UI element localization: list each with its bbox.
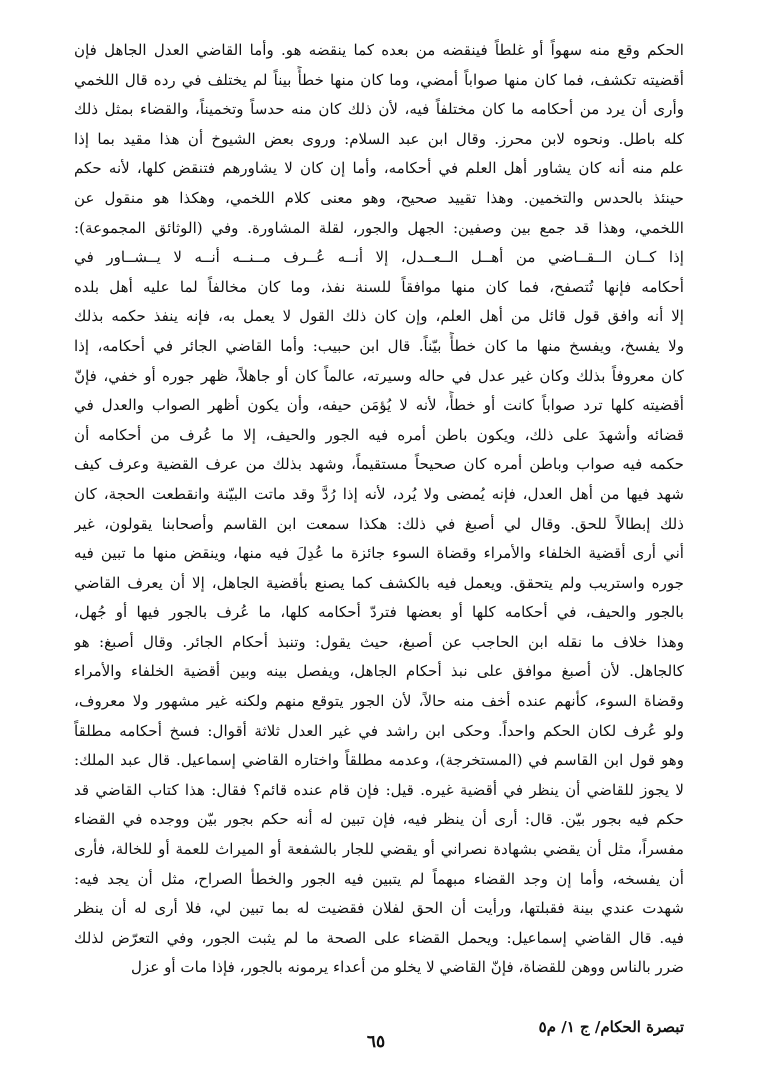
text-line: كالجاهل. لأن أصبغ موافق على نبذ أحكام الجاهل، ويفصل بينه وبين أقضية الخلفاء والأمراء bbox=[74, 662, 684, 681]
text-line: إلا أنه وافق قول قائل من أهل العلم، وإن كان ذلك القول لا يعمل به، فإنه ينفذ حكمه بذلك bbox=[74, 307, 684, 326]
page-footer bbox=[74, 1018, 684, 1058]
text-line: شهد فيها من أهل العدل، فإنه يُمضى ولا يُرد، لأنه إذا رُدَّ وقد ماتت البيّنة وانقطعت الحجة، كان bbox=[74, 484, 684, 503]
text-line: ذلك إبطالاً للحق. وقال لي أصبغ في ذلك: هكذا سمعت ابن القاسم وأصحابنا يقولون، غير bbox=[74, 514, 684, 533]
page-number: ٦٥ bbox=[366, 1032, 386, 1052]
text-line: بالجور والحيف، في أحكامه كلها أو بعضها فتردّ أحكامه كلها، ما عُرف بالجور فيها أو جُهل، bbox=[74, 603, 684, 622]
text-line: حينئذ بالحدس والتخمين. وهذا تقييد صحيح، وهو معنى كلام اللخمي، وهكذا هو منقول عن bbox=[74, 188, 684, 207]
text-line: قضائه وأشهدَ على ذلك، ويكون باطن أمره فيه الجور والحيف، إلا ما عُرف من أحكامه أن bbox=[74, 425, 684, 444]
text-line: ولو عُرف لكان الحكم واحداً. وحكى ابن راشد في غير العدل ثلاثة أقوال: فسخ أحكامه مطلقاً bbox=[74, 721, 684, 740]
text-line: أحكامه فإنها تُتصفح، فما كان منها موافقاً للسنة نفذ، وما كان مخالفاً لما عليه أهل بلده bbox=[74, 277, 684, 296]
text-line: مفسراً، مثل أن يقضي بشهادة نصراني أو يقضي للجار بالشفعة أو الميراث للعمة أو للخالة، فأرى bbox=[74, 840, 684, 859]
book-reference: تبصرة الحكام/ ج ١/ م٥ bbox=[538, 1018, 684, 1036]
text-line: علم منه أنه كان يشاور أهل العلم في أحكامه، وأما إن كان لا يشاورهم فتنقض كلها، لأنه حكم bbox=[74, 159, 684, 178]
text-line: ضرر بالناس ووهن للقضاة، فإنّ القاضي لا يخلو من أعداء يرمونه بالجور، فإذا مات أو عزل bbox=[131, 958, 684, 977]
body-text bbox=[74, 36, 684, 983]
text-line: أقضيته كلها ترد صواباً كانت أو خطأً، لأنه لا يُؤمَن حيفه، وأن يكون أظهر الصواب والعدل في bbox=[74, 396, 684, 415]
text-line: شهدت عندي بينة فقبلتها، ورأيت أن الحق لفلان فقضيت له بما تبين لي، فلا أرى له أن ينظر bbox=[74, 899, 684, 918]
text-line: وهو قول ابن القاسم في (المستخرجة)، وعدمه مطلقاً واختاره القاضي إسماعيل. قال عبد الملك: bbox=[74, 751, 684, 770]
text-line: إذا كــان الــقــاضي من أهــل الــعــدل، إلا أنــه عُــرف مــنــه أنــه لا يــشــاور في bbox=[74, 248, 684, 267]
text-line: كله باطل. ونحوه لابن محرز. وقال ابن عبد السلام: وروى بعض الشيوخ أن هذا مقيد بما إذا bbox=[74, 129, 684, 148]
text-line: وأرى أن يرد من أحكامه ما كان مختلفاً فيه، لأن ذلك كان منه حدساً وتخميناً، والقضاء بمثل ذلك bbox=[74, 100, 684, 119]
text-line: فيه. قال القاضي إسماعيل: ويحمل القضاء على الصحة ما لم يثبت الجور، وفي التعرّض لذلك bbox=[74, 928, 684, 947]
text-line: أني أرى أقضية الخلفاء والأمراء وقضاة السوء جائزة ما عُدِلَ فيه منها، وينقض منها ما تبين فيه bbox=[74, 544, 684, 563]
text-line: لا يجوز للقاضي أن ينظر في أقضية غيره. قيل: فإن قام عنده قائم؟ فقال: هذا كتاب القاضي قد bbox=[74, 780, 684, 799]
text-line: أقضيته تكشف، فما كان منها صواباً أمضي، وما كان منها خطأً بيناً لم يختلف في رده قال اللخمي bbox=[74, 70, 684, 89]
text-line: أن يفسخه، وأما إن وجد القضاء مبهماً لم يتبين فيه الجور والخطأ الصراح، مثل أن يجد فيه: bbox=[74, 869, 684, 888]
text-line: حكمه فيه صواب وباطن أمره كان صحيحاً مستقيماً، وشهد بذلك من عرف القضية وعرف كيف bbox=[74, 455, 684, 474]
text-line: الحكم وقع منه سهواً أو غلطاً فينقضه من بعده كما ينقضه هو. وأما القاضي العدل الجاهل فإن bbox=[74, 41, 684, 59]
text-line: جوره واستريب ولم يتحقق. ويعمل فيه بالكشف كما يصنع بأقضية الجاهل، إلا أن يعرف القاضي bbox=[74, 573, 684, 592]
text-line: وهذا خلاف ما نقله ابن الحاجب عن أصبغ، حيث يقول: وتنبذ أحكام الجائر. وقال أصبغ: هو bbox=[74, 632, 684, 651]
text-line: ولا يفسخ، ويفسخ منها ما كان خطأً بيّناً. قال ابن حبيب: وأما القاضي الجائر في أحكامه، إذا bbox=[74, 336, 684, 355]
text-line: وقضاة السوء، كأنهم عنده أخف منه حالاً، لأن الجور يتوقع منهم ولكنه غير مشهور ولا معروف، bbox=[74, 692, 684, 711]
text-line: حكم فيه بجور بيّن. قال: أرى أن ينظر فيه، فإن تبين له أنه حكم بجور بيّن ووجده في القضاء bbox=[74, 810, 684, 829]
text-line: اللخمي، وهذا قد جمع بين وصفين: الجهل والجور، لقلة المشاورة. وفي (الوثائق المجموعة): bbox=[74, 218, 684, 237]
text-line: كان معروفاً بذلك وكان غير عدل في حاله وسيرته، عالماً كان أو جاهلاً، ظهر جوره أو خفي، فإنّ bbox=[74, 366, 684, 385]
